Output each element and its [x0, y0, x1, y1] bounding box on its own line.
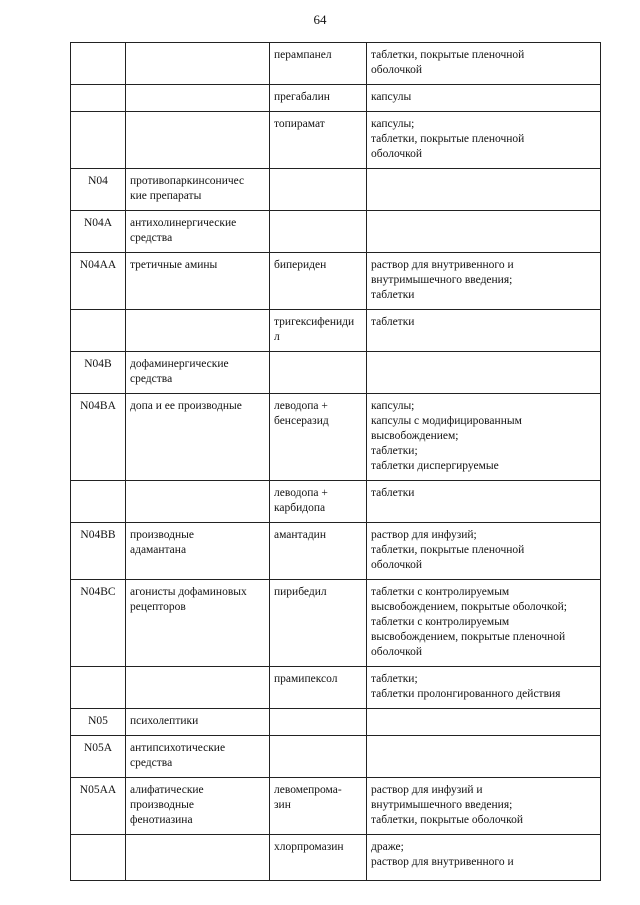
drug-cell: бипериден — [270, 253, 367, 310]
table-row — [71, 169, 601, 211]
code-cell — [71, 835, 126, 881]
form-cell: таблетки, покрытые пленочной оболочкой — [367, 43, 601, 85]
form-cell — [367, 211, 601, 253]
table-row — [71, 352, 601, 394]
group-cell — [126, 481, 270, 523]
drug-cell: хлорпромазин — [270, 835, 367, 881]
code-cell: N04BB — [71, 523, 126, 580]
table-row — [71, 709, 601, 736]
group-cell: агонисты дофаминовых рецепторов — [126, 580, 270, 667]
form-cell: таблетки с контролируемым высвобождением, покрытые оболочкой; таблетки с контролируемым высвобождением, покрытые пленочной оболочкой — [367, 580, 601, 667]
drug-cell: прамипексол — [270, 667, 367, 709]
table-row — [71, 43, 601, 85]
drug-cell — [270, 352, 367, 394]
group-cell: антихолинергические средства — [126, 211, 270, 253]
code-cell: N05A — [71, 736, 126, 778]
code-cell — [71, 85, 126, 112]
code-cell: N04A — [71, 211, 126, 253]
table-row — [71, 112, 601, 169]
drug-cell: леводопа + бенсеразид — [270, 394, 367, 481]
drug-cell: топирамат — [270, 112, 367, 169]
table-row — [71, 736, 601, 778]
form-cell: раствор для инфузий и внутримышечного введения; таблетки, покрытые оболочкой — [367, 778, 601, 835]
table-body — [71, 43, 601, 881]
form-cell — [367, 352, 601, 394]
group-cell: противопаркинсоничес кие препараты — [126, 169, 270, 211]
group-cell: дофаминергические средства — [126, 352, 270, 394]
group-cell — [126, 85, 270, 112]
drug-cell: перампанел — [270, 43, 367, 85]
group-cell: производные адамантана — [126, 523, 270, 580]
code-cell: N04BA — [71, 394, 126, 481]
code-cell — [71, 481, 126, 523]
code-cell: N04 — [71, 169, 126, 211]
group-cell: алифатические производные фенотиазина — [126, 778, 270, 835]
group-cell — [126, 112, 270, 169]
table-row — [71, 667, 601, 709]
code-cell: N04AA — [71, 253, 126, 310]
form-cell: таблетки; таблетки пролонгированного действия — [367, 667, 601, 709]
table-row — [71, 211, 601, 253]
code-cell: N05 — [71, 709, 126, 736]
drug-cell — [270, 211, 367, 253]
table-row — [71, 580, 601, 667]
code-cell — [71, 667, 126, 709]
group-cell — [126, 43, 270, 85]
table-row — [71, 523, 601, 580]
group-cell — [126, 310, 270, 352]
drug-cell: левомепрома- зин — [270, 778, 367, 835]
code-cell — [71, 310, 126, 352]
drug-cell: пирибедил — [270, 580, 367, 667]
form-cell — [367, 736, 601, 778]
code-cell — [71, 43, 126, 85]
drug-cell: леводопа + карбидопа — [270, 481, 367, 523]
table-row — [71, 481, 601, 523]
drug-cell: тригексифениди л — [270, 310, 367, 352]
form-cell: раствор для внутривенного и внутримышечного введения; таблетки — [367, 253, 601, 310]
drug-cell — [270, 169, 367, 211]
form-cell — [367, 709, 601, 736]
group-cell: третичные амины — [126, 253, 270, 310]
table-row — [71, 394, 601, 481]
code-cell: N04B — [71, 352, 126, 394]
group-cell: допа и ее производные — [126, 394, 270, 481]
form-cell: капсулы — [367, 85, 601, 112]
form-cell: таблетки — [367, 481, 601, 523]
page-number: 64 — [313, 12, 327, 27]
drug-cell: амантадин — [270, 523, 367, 580]
form-cell: капсулы; капсулы с модифицированным высвобождением; таблетки; таблетки диспергируемые — [367, 394, 601, 481]
table-row — [71, 778, 601, 835]
form-cell: драже; раствор для внутривенного и — [367, 835, 601, 881]
drug-cell — [270, 709, 367, 736]
group-cell: психолептики — [126, 709, 270, 736]
group-cell — [126, 667, 270, 709]
code-cell: N05AA — [71, 778, 126, 835]
table-row — [71, 835, 601, 881]
table-row — [71, 85, 601, 112]
drug-table — [70, 42, 601, 881]
group-cell: антипсихотические средства — [126, 736, 270, 778]
form-cell: капсулы; таблетки, покрытые пленочной оболочкой — [367, 112, 601, 169]
table-row — [71, 310, 601, 352]
code-cell: N04BC — [71, 580, 126, 667]
drug-cell: прегабалин — [270, 85, 367, 112]
table-row — [71, 253, 601, 310]
code-cell — [71, 112, 126, 169]
form-cell: раствор для инфузий; таблетки, покрытые пленочной оболочкой — [367, 523, 601, 580]
group-cell — [126, 835, 270, 881]
drug-cell — [270, 736, 367, 778]
form-cell: таблетки — [367, 310, 601, 352]
form-cell — [367, 169, 601, 211]
